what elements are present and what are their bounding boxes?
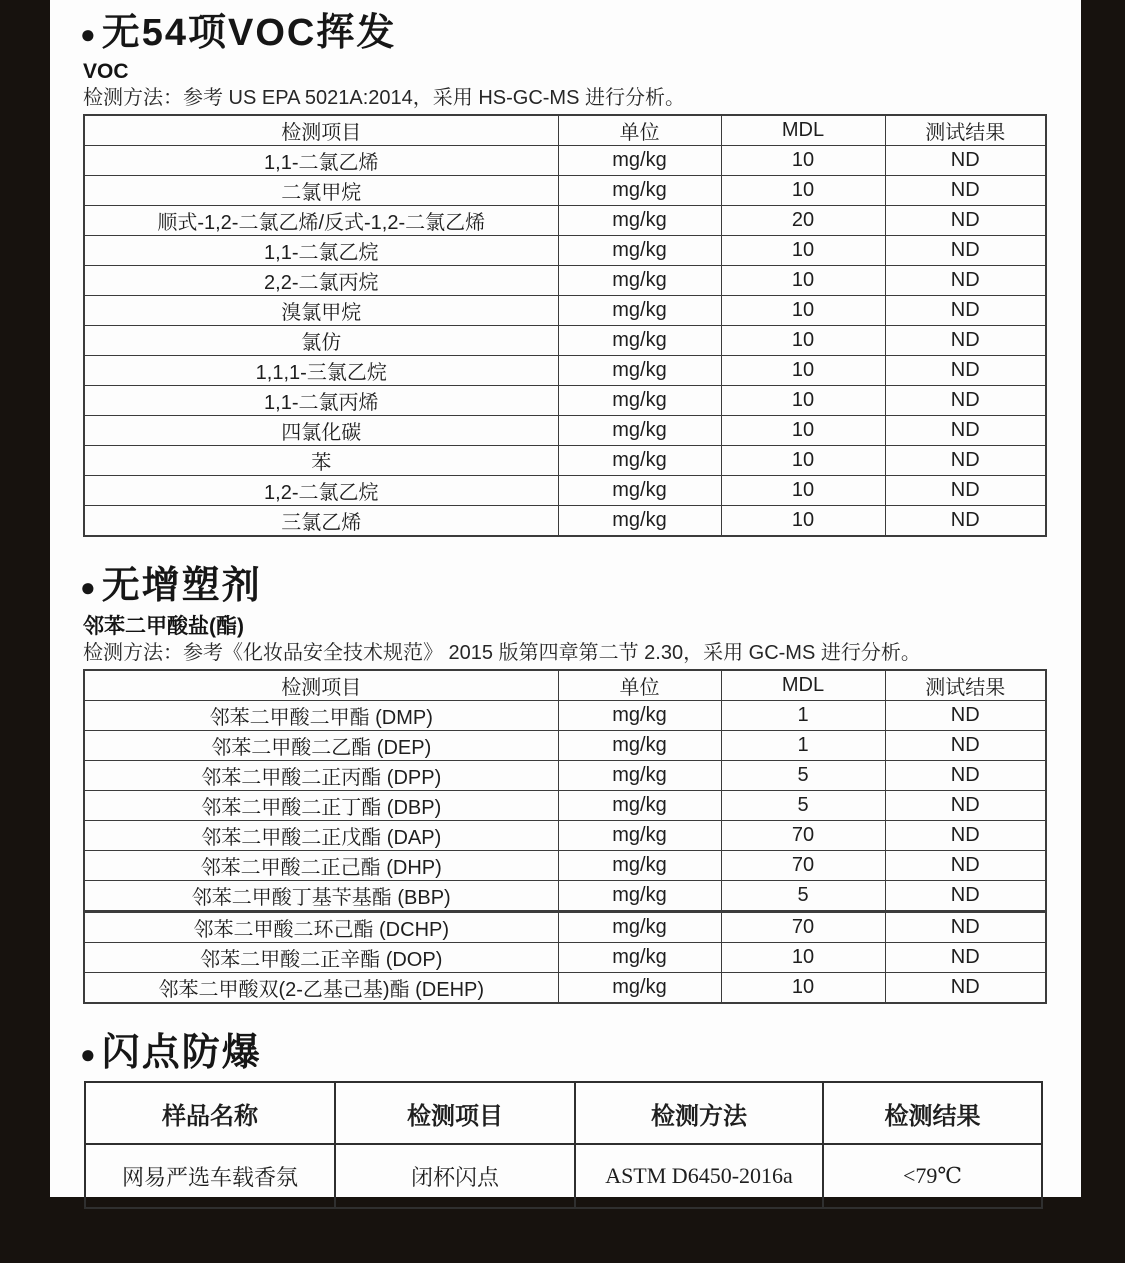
- column-header: MDL: [721, 670, 885, 701]
- table-cell: mg/kg: [558, 146, 721, 176]
- table-cell: 10: [721, 386, 885, 416]
- table-cell: <79℃: [823, 1144, 1042, 1208]
- section-voc: [80, 10, 1081, 537]
- analyte-group-label: 邻苯二甲酸盐(酯): [83, 615, 244, 638]
- voc-table-body: [84, 146, 1046, 537]
- table-cell: 闭杯闪点: [335, 1144, 575, 1208]
- table-cell: 三氯乙烯: [84, 506, 558, 537]
- table-cell: mg/kg: [558, 912, 721, 943]
- table-cell: 四氯化碳: [84, 416, 558, 446]
- table-row: [84, 973, 1046, 1004]
- column-header: 测试结果: [885, 670, 1046, 701]
- table-cell: 网易严选车载香氛: [85, 1144, 335, 1208]
- section-title-text: 无增塑剂: [101, 565, 262, 607]
- voc-table: [83, 114, 1047, 537]
- column-header: 检测结果: [823, 1082, 1042, 1144]
- table-cell: 邻苯二甲酸二正丙酯 (DPP): [84, 761, 558, 791]
- test-method-line: 检测方法：参考 US EPA 5021A:2014，采用 HS-GC-MS 进行分析。: [83, 87, 685, 109]
- table-cell: ND: [885, 943, 1046, 973]
- table-cell: mg/kg: [558, 176, 721, 206]
- table-row: [84, 386, 1046, 416]
- table-cell: 5: [721, 791, 885, 821]
- table-cell: 1: [721, 701, 885, 731]
- table-row: [84, 446, 1046, 476]
- table-cell: mg/kg: [558, 266, 721, 296]
- table-row: [84, 296, 1046, 326]
- table-cell: ND: [885, 386, 1046, 416]
- table-cell: ND: [885, 356, 1046, 386]
- table-cell: 10: [721, 416, 885, 446]
- table-cell: ND: [885, 236, 1046, 266]
- table-cell: ND: [885, 476, 1046, 506]
- table-row: [84, 206, 1046, 236]
- section-plasticizer: [80, 563, 1081, 1004]
- table-cell: 1,1-二氯乙烯: [84, 146, 558, 176]
- table-cell: 邻苯二甲酸二乙酯 (DEP): [84, 731, 558, 761]
- phthalate-table-body: [84, 701, 1046, 1004]
- flashpoint-table-body: [85, 1144, 1042, 1208]
- table-cell: ND: [885, 881, 1046, 912]
- table-cell: mg/kg: [558, 731, 721, 761]
- table-cell: mg/kg: [558, 506, 721, 537]
- table-cell: 1: [721, 731, 885, 761]
- table-cell: 1,2-二氯乙烷: [84, 476, 558, 506]
- analyte-group-label: VOC: [83, 60, 129, 83]
- table-cell: 10: [721, 943, 885, 973]
- table-cell: ND: [885, 206, 1046, 236]
- table-cell: 10: [721, 446, 885, 476]
- table-cell: 10: [721, 266, 885, 296]
- table-cell: 10: [721, 356, 885, 386]
- table-cell: mg/kg: [558, 821, 721, 851]
- column-header: 单位: [558, 115, 721, 146]
- table-cell: 邻苯二甲酸二甲酯 (DMP): [84, 701, 558, 731]
- column-header: 测试结果: [885, 115, 1046, 146]
- table-row: [84, 416, 1046, 446]
- section-title-voc: [80, 10, 1081, 56]
- test-method-line: 检测方法：参考《化妆品安全技术规范》 2015 版第四章第二节 2.30，采用 GC-MS 进行分析。: [83, 642, 921, 664]
- table-row: [84, 356, 1046, 386]
- bullet-icon: ●: [80, 572, 96, 602]
- table-row: [84, 881, 1046, 912]
- table-cell: 1,1-二氯乙烷: [84, 236, 558, 266]
- table-row: [84, 236, 1046, 266]
- table-cell: 10: [721, 146, 885, 176]
- table-cell: ND: [885, 821, 1046, 851]
- section-title-flashpoint: [80, 1030, 1081, 1076]
- table-cell: ND: [885, 266, 1046, 296]
- table-cell: ND: [885, 973, 1046, 1004]
- table-cell: 邻苯二甲酸二正己酯 (DHP): [84, 851, 558, 881]
- bullet-icon: ●: [80, 1039, 96, 1069]
- table-cell: ND: [885, 701, 1046, 731]
- table-cell: mg/kg: [558, 326, 721, 356]
- table-row: [84, 326, 1046, 356]
- table-cell: mg/kg: [558, 356, 721, 386]
- table-row: [84, 821, 1046, 851]
- column-header: 单位: [558, 670, 721, 701]
- table-cell: 二氯甲烷: [84, 176, 558, 206]
- table-cell: mg/kg: [558, 236, 721, 266]
- phthalate-table: [83, 669, 1047, 1004]
- column-header: 检测方法: [575, 1082, 823, 1144]
- table-cell: ND: [885, 731, 1046, 761]
- table-cell: 10: [721, 296, 885, 326]
- table-cell: 10: [721, 326, 885, 356]
- flashpoint-table: [84, 1081, 1043, 1209]
- section-flashpoint: [80, 1030, 1081, 1209]
- table-cell: mg/kg: [558, 386, 721, 416]
- table-row: [84, 506, 1046, 537]
- table-row: [84, 731, 1046, 761]
- table-cell: 10: [721, 506, 885, 537]
- table-cell: 1,1,1-三氯乙烷: [84, 356, 558, 386]
- column-header: 检测项目: [335, 1082, 575, 1144]
- table-cell: ND: [885, 326, 1046, 356]
- bullet-icon: ●: [80, 19, 96, 49]
- table-row: [85, 1144, 1042, 1208]
- table-cell: ND: [885, 851, 1046, 881]
- table-cell: 20: [721, 206, 885, 236]
- table-row: [84, 476, 1046, 506]
- table-row: [84, 791, 1046, 821]
- table-row: [84, 701, 1046, 731]
- section-title-text: 无54项VOC挥发: [101, 12, 397, 54]
- table-cell: 邻苯二甲酸二正丁酯 (DBP): [84, 791, 558, 821]
- table-cell: ND: [885, 791, 1046, 821]
- table-cell: ND: [885, 176, 1046, 206]
- table-cell: ND: [885, 761, 1046, 791]
- table-cell: 邻苯二甲酸二环己酯 (DCHP): [84, 912, 558, 943]
- table-cell: mg/kg: [558, 791, 721, 821]
- column-header: 检测项目: [84, 670, 558, 701]
- table-cell: 10: [721, 476, 885, 506]
- table-cell: mg/kg: [558, 446, 721, 476]
- table-cell: mg/kg: [558, 851, 721, 881]
- table-cell: 顺式-1,2-二氯乙烯/反式-1,2-二氯乙烯: [84, 206, 558, 236]
- table-row: [84, 761, 1046, 791]
- table-cell: 氯仿: [84, 326, 558, 356]
- table-header-row: [84, 670, 1046, 701]
- table-cell: 1,1-二氯丙烯: [84, 386, 558, 416]
- table-cell: mg/kg: [558, 701, 721, 731]
- table-cell: 70: [721, 912, 885, 943]
- table-cell: mg/kg: [558, 296, 721, 326]
- table-cell: ND: [885, 416, 1046, 446]
- column-header: 检测项目: [84, 115, 558, 146]
- table-cell: ASTM D6450-2016a: [575, 1144, 823, 1208]
- table-cell: 10: [721, 973, 885, 1004]
- table-cell: mg/kg: [558, 943, 721, 973]
- table-row: [84, 146, 1046, 176]
- table-header-row: [84, 115, 1046, 146]
- table-cell: ND: [885, 296, 1046, 326]
- column-header: 样品名称: [85, 1082, 335, 1144]
- table-cell: ND: [885, 506, 1046, 537]
- table-cell: 5: [721, 881, 885, 912]
- table-cell: 苯: [84, 446, 558, 476]
- table-row: [84, 912, 1046, 943]
- report-page: [50, 0, 1081, 1197]
- table-header-row: [85, 1082, 1042, 1144]
- table-row: [84, 176, 1046, 206]
- table-cell: ND: [885, 146, 1046, 176]
- table-cell: mg/kg: [558, 206, 721, 236]
- table-cell: 2,2-二氯丙烷: [84, 266, 558, 296]
- table-cell: 邻苯二甲酸双(2-乙基己基)酯 (DEHP): [84, 973, 558, 1004]
- table-cell: ND: [885, 446, 1046, 476]
- table-cell: mg/kg: [558, 761, 721, 791]
- table-cell: 10: [721, 236, 885, 266]
- table-cell: 70: [721, 851, 885, 881]
- section-title-text: 闪点防爆: [101, 1032, 262, 1074]
- column-header: MDL: [721, 115, 885, 146]
- table-row: [84, 943, 1046, 973]
- section-title-plasticizer: [80, 563, 1081, 609]
- table-row: [84, 851, 1046, 881]
- table-cell: mg/kg: [558, 476, 721, 506]
- table-cell: 邻苯二甲酸二正戊酯 (DAP): [84, 821, 558, 851]
- table-cell: mg/kg: [558, 416, 721, 446]
- table-cell: 5: [721, 761, 885, 791]
- table-cell: 溴氯甲烷: [84, 296, 558, 326]
- table-cell: 邻苯二甲酸二正辛酯 (DOP): [84, 943, 558, 973]
- table-cell: 10: [721, 176, 885, 206]
- table-cell: 邻苯二甲酸丁基苄基酯 (BBP): [84, 881, 558, 912]
- table-row: [84, 266, 1046, 296]
- table-cell: mg/kg: [558, 881, 721, 912]
- table-cell: mg/kg: [558, 973, 721, 1004]
- table-cell: ND: [885, 912, 1046, 943]
- table-cell: 70: [721, 821, 885, 851]
